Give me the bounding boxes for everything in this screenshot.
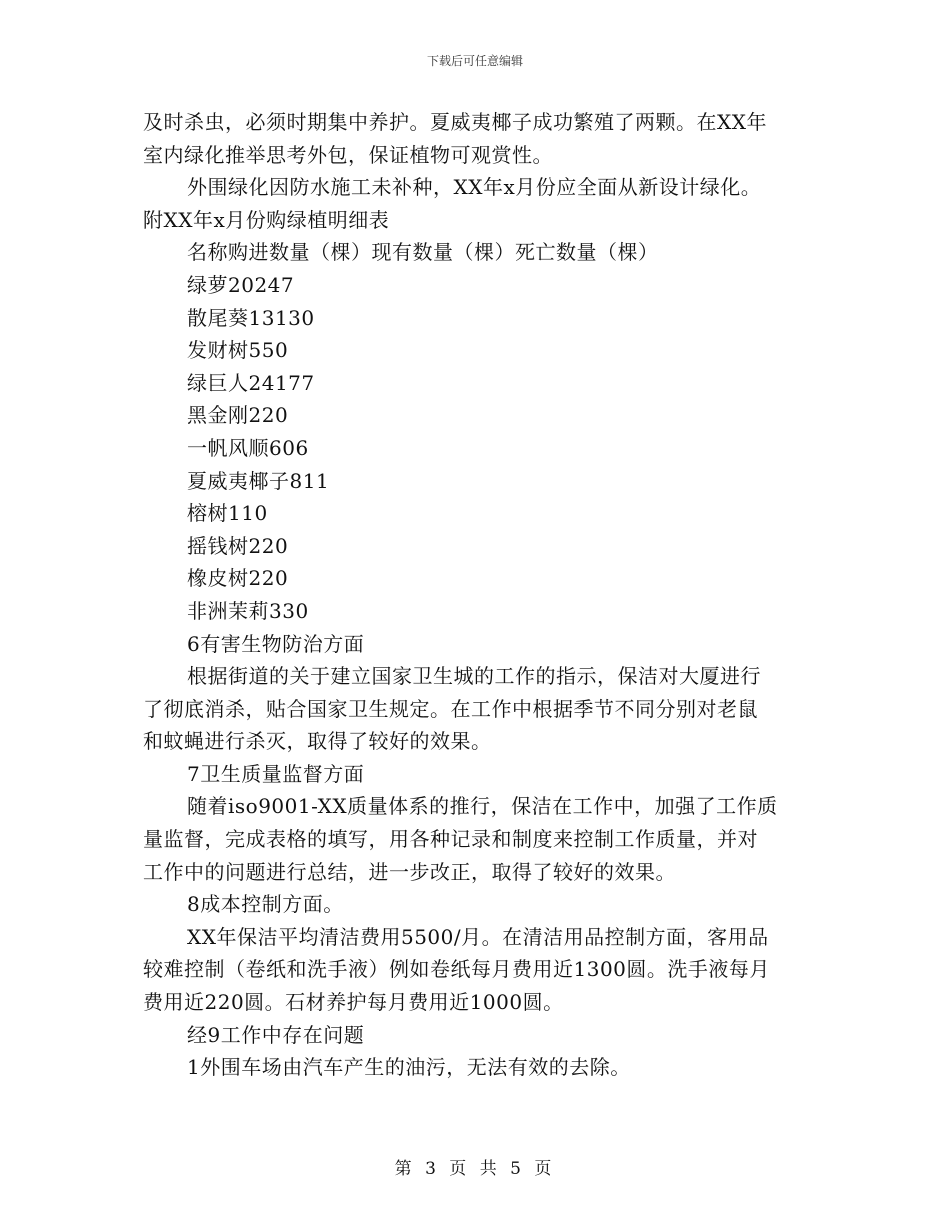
text-line: 量监督，完成表格的填写，用各种记录和制度来控制工作质量，并对 bbox=[143, 827, 758, 852]
document-body bbox=[143, 106, 808, 1084]
text-line: 和蚊蝇进行杀灭，取得了较好的效果。 bbox=[143, 729, 492, 754]
text-line: 较难控制（卷纸和洗手液）例如卷纸每月费用近1300圆。洗手液每月 bbox=[143, 957, 770, 982]
text-line: 随着iso9001-XX质量体系的推行，保洁在工作中，加强了工作质 bbox=[187, 794, 778, 819]
text-line: 摇钱树220 bbox=[187, 533, 289, 558]
text-line: 7卫生质量监督方面 bbox=[187, 761, 365, 786]
text-line: 绿巨人24177 bbox=[187, 370, 315, 395]
page-header: 下载后可任意编辑 bbox=[426, 54, 523, 68]
text-line: 散尾葵13130 bbox=[187, 305, 315, 330]
text-line: 一帆风顺606 bbox=[187, 435, 309, 460]
text-line: 工作中的问题进行总结，进一步改正，取得了较好的效果。 bbox=[143, 859, 676, 884]
text-line: 黑金刚220 bbox=[187, 403, 289, 428]
text-line: 橡皮树220 bbox=[187, 566, 289, 591]
text-line: XX年保洁平均清洁费用5500/月。在清洁用品控制方面，客用品 bbox=[187, 924, 769, 949]
text-line: 附XX年x月份购绿植明细表 bbox=[143, 207, 390, 232]
text-line: 了彻底消杀，贴合国家卫生规定。在工作中根据季节不同分别对老鼠 bbox=[143, 696, 758, 721]
page-footer: 第 3 页 共 5 页 bbox=[394, 1159, 556, 1179]
text-line: 名称购进数量（棵）现有数量（棵）死亡数量（棵） bbox=[187, 240, 659, 265]
text-line: 发财树550 bbox=[187, 338, 289, 363]
text-line: 外围绿化因防水施工未补种，XX年x月份应全面从新设计绿化。 bbox=[187, 175, 762, 200]
text-line: 室内绿化推举思考外包，保证植物可观赏性。 bbox=[143, 142, 553, 167]
text-line: 8成本控制方面。 bbox=[187, 892, 344, 917]
text-line: 及时杀虫，必须时期集中养护。夏威夷椰子成功繁殖了两颗。在XX年 bbox=[143, 110, 767, 134]
text-line: 经9工作中存在问题 bbox=[187, 1022, 365, 1047]
text-line: 非洲茉莉330 bbox=[187, 598, 309, 623]
text-line: 根据街道的关于建立国家卫生城的工作的指示，保洁对大厦进行 bbox=[187, 664, 761, 689]
text-line: 费用近220圆。石材养护每月费用近1000圆。 bbox=[143, 990, 564, 1015]
text-line: 1外围车场由汽车产生的油污，无法有效的去除。 bbox=[187, 1055, 631, 1080]
text-line: 夏威夷椰子811 bbox=[187, 468, 330, 493]
text-line: 榕树110 bbox=[187, 501, 268, 526]
text-line: 绿萝20247 bbox=[187, 272, 295, 297]
text-line: 6有害生物防治方面 bbox=[187, 631, 365, 656]
